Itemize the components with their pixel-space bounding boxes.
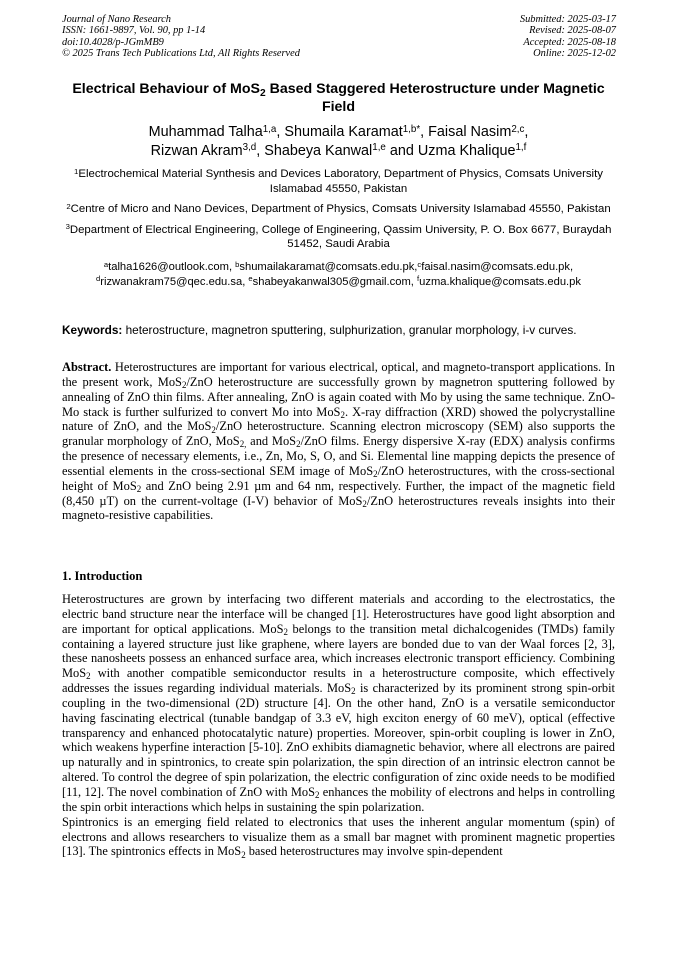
subscript: 2	[362, 498, 367, 509]
journal-issn: ISSN: 1661-9897, Vol. 90, pp 1-14	[62, 25, 206, 37]
journal-doi: doi:10.4028/p-JGmMB9	[62, 36, 164, 48]
author-name: Rizwan Akram	[150, 142, 243, 159]
subscript: 2	[136, 483, 142, 494]
email-address: uzma.khalique@comsats.edu.pk	[419, 275, 581, 288]
subscript: 2	[373, 469, 378, 480]
email-address: shabeyakanwal305@gmail.com	[252, 275, 411, 288]
author-name: Muhammad Talha	[148, 124, 263, 140]
revised-date: Revised: 2025-08-07	[529, 25, 616, 37]
author-affiliation-mark: 2,c	[511, 123, 525, 135]
journal-name: Journal of Nano Research	[62, 14, 171, 25]
affiliations	[62, 167, 615, 289]
email-address: talha1626@outlook.com	[108, 260, 229, 273]
author-affiliation-mark: 1,a	[262, 123, 277, 135]
affiliation-number: 2	[66, 201, 71, 211]
abstract-body: Heterostructures are important for various electrical, optical, and magneto-transport applications. In the present work, MoS$_2$/ZnO heterostructure are successfully grown by magnetron sputtering followed by annealing of ZnO thin films. After annealing, ZnO is again coated with Mo by using the same technique. ZnO-Mo stack is further sulfurized to convert Mo into MoS$_2$. X-ray diffraction (XRD) showed the polycrystalline nature of ZnO, and the MoS$_2$/ZnO heterostructure. Scanning electron microscopy (SEM) also supports the granular morphology of ZnO, MoS$_{2,}$ and MoS$_2$/ZnO films. Energy dispersive X-ray (EDX) analysis confirms the presence of necessary elements, i.e., Zn, Mo, S, O, and Si. Elemental line mapping depicts the presence of essential elements in the cross-sectional SEM image of MoS$_2$/ZnO heterostructures, with the cross-sectional height of MoS$_2$ and ZnO being 2.91 µm and 64 nm, respectively. Further, the impact of the magnetic field (8,450 µT) on the current-voltage (I-V) behavior of MoS$_2$/ZnO heterostructures reveals insights into their magneto-resistive capabilities.	[62, 360, 616, 523]
author-affiliation-mark: 1,e	[372, 142, 386, 154]
online-date: Online: 2025-12-02	[533, 48, 616, 60]
author-name: Faisal Nasim	[428, 124, 512, 140]
journal-header	[62, 14, 362, 60]
subscript: 2	[211, 424, 216, 435]
dates-header	[380, 14, 616, 60]
author-list: Muhammad Talha$^{1,a}$, Shumaila Karamat$^{1,b*}$, Faisal Nasim$^{2,c}$, Rizwan Akram$^{3,d}$, Shabeya Kanwal$^{1,e}$ and Uzma Khalique$^{1,f}$	[148, 123, 529, 159]
affiliation	[62, 223, 615, 252]
affiliation-number: 3	[65, 222, 70, 232]
email-address: faisal.nasim@comsats.edu.pk	[421, 260, 570, 273]
subscript: 2	[351, 686, 356, 697]
email-mark: a	[103, 259, 109, 269]
subscript: 2,	[239, 439, 247, 450]
affiliation	[62, 167, 615, 196]
subscript: 2	[181, 380, 187, 391]
keywords-text: heterostructure, magnetron sputtering, sulphurization, granular morphology, i-v curves.	[122, 323, 577, 337]
keywords-label: Keywords:	[62, 323, 123, 337]
subscript: 2	[86, 671, 91, 682]
email-mark: e	[248, 274, 253, 284]
email-mark: f	[417, 274, 420, 284]
submitted-date: Submitted: 2025-03-17	[519, 14, 616, 25]
affiliation-list	[62, 167, 615, 252]
paragraph: Heterostructures are grown by interfacing two different materials and according to the electrostatics, the electric band structure near the interface will be changed [1]. Heterostructures have good light absorption and are important for optical applications. MoS$_2$ belongs to the transition metal dichalcogenides (TMDs) family containing a layered structure just like graphene, where layers are bonded due to van der Waal forces [2, 3], these nanosheets possess an enhanced surface area, which increases electronic transport efficiency. Combining MoS$_2$ with another compatible semiconductor results in a heterostructure composite, which effectively addresses the issues regarding individual materials. MoS$_2$ is characterized by its prominent strong spin-orbit coupling in the two-dimensional (2D) structure [4]. On the other hand, ZnO is a versatile semiconductor having fascinating electrical (tunable bandgap of 3.3 eV, high exciton energy of 60 meV), optical (effective transparency and enhanced photocatalytic nature) properties. Moreover, spin-orbit coupling is lower in ZnO, which weakens hyperfine interaction [5-10]. ZnO exhibits diamagnetic behavior, where all electrons are paired up naturally and in spintronics, to create spin polarization, the spin direction of an intrinsic electron cannot be altered. To control the degree of spin polarization, the electric configuration of zinc oxide needs to be modified [11, 12]. The novel combination of ZnO with MoS$_2$ enhances the mobility of electrons and helps in controlling the spin orbit interactions which helps in sustaining the spin polarization.	[62, 592, 616, 814]
subscript: 2	[296, 439, 301, 450]
introduction-body	[62, 592, 615, 859]
author-affiliation-mark: 1,f	[515, 142, 527, 154]
subscript: 2	[283, 626, 288, 637]
affiliation-text: Department of Electrical Engineering, College of Engineering, Qassim University, P. O. Box 6677, Buraydah 51452, Saudi Arabia	[69, 223, 612, 251]
subscript: 2	[340, 409, 345, 420]
title-subscript: 2	[259, 87, 266, 99]
email-mark: b	[235, 259, 240, 269]
email-mark: d	[96, 274, 101, 284]
author-affiliation-mark: 3,d	[242, 142, 257, 154]
author-affiliation-mark: 1,b*	[402, 123, 421, 135]
keywords	[62, 323, 615, 338]
title-text: Electrical Behaviour of MoS	[72, 81, 260, 97]
abstract	[62, 360, 615, 523]
affiliation-text: Centre of Micro and Nano Devices, Department of Physics, Comsats University Islamabad 45550, Pakistan	[70, 203, 611, 216]
subscript: 2	[241, 849, 246, 860]
paper-title	[62, 80, 615, 116]
paragraph: Spintronics is an emerging field related to electronics that uses the inherent angular momentum (spin) of electrons and allows researchers to visualize them as a small bar magnet with prominent magnetic properties [13]. The spintronics effects in MoS$_2$ based heterostructures may involve spin-dependent	[62, 814, 615, 860]
author-name: Uzma Khalique	[417, 142, 516, 159]
abstract-label: Abstract.	[62, 360, 112, 374]
section-heading: 1. Introduction	[62, 569, 143, 583]
journal-copyright: © 2025 Trans Tech Publications Ltd, All Rights Reserved	[62, 48, 300, 60]
email-address: shumailakaramat@comsats.edu.pk	[239, 260, 415, 273]
affiliation-number: 1	[74, 166, 79, 176]
author-name: Shumaila Karamat	[284, 124, 403, 140]
email-mark: c	[417, 259, 422, 269]
email-list: $^a$talha1626@outlook.com, $^b$shumailakaramat@comsats.edu.pk,$^c$faisal.nasim@comsats.edu.pk, $^d$rizwanakram75@qec.edu.sa, $^e$shabeyakanwal305@gmail.com, $^f$uzma.khalique@comsats.edu.pk	[96, 259, 581, 288]
accepted-date: Accepted: 2025-08-18	[523, 36, 616, 48]
email-address: rizwanakram75@qec.edu.sa	[100, 275, 243, 288]
subscript: 2	[315, 790, 320, 801]
title-text-rest: Based Staggered Heterostructure under Magnetic Field	[265, 81, 605, 115]
author-name: Shabeya Kanwal	[264, 142, 373, 159]
affiliation	[62, 202, 615, 217]
affiliation-text: Electrochemical Material Synthesis and Devices Laboratory, Department of Physics, Comsats University Islamabad 45550, Pakistan	[78, 168, 603, 195]
